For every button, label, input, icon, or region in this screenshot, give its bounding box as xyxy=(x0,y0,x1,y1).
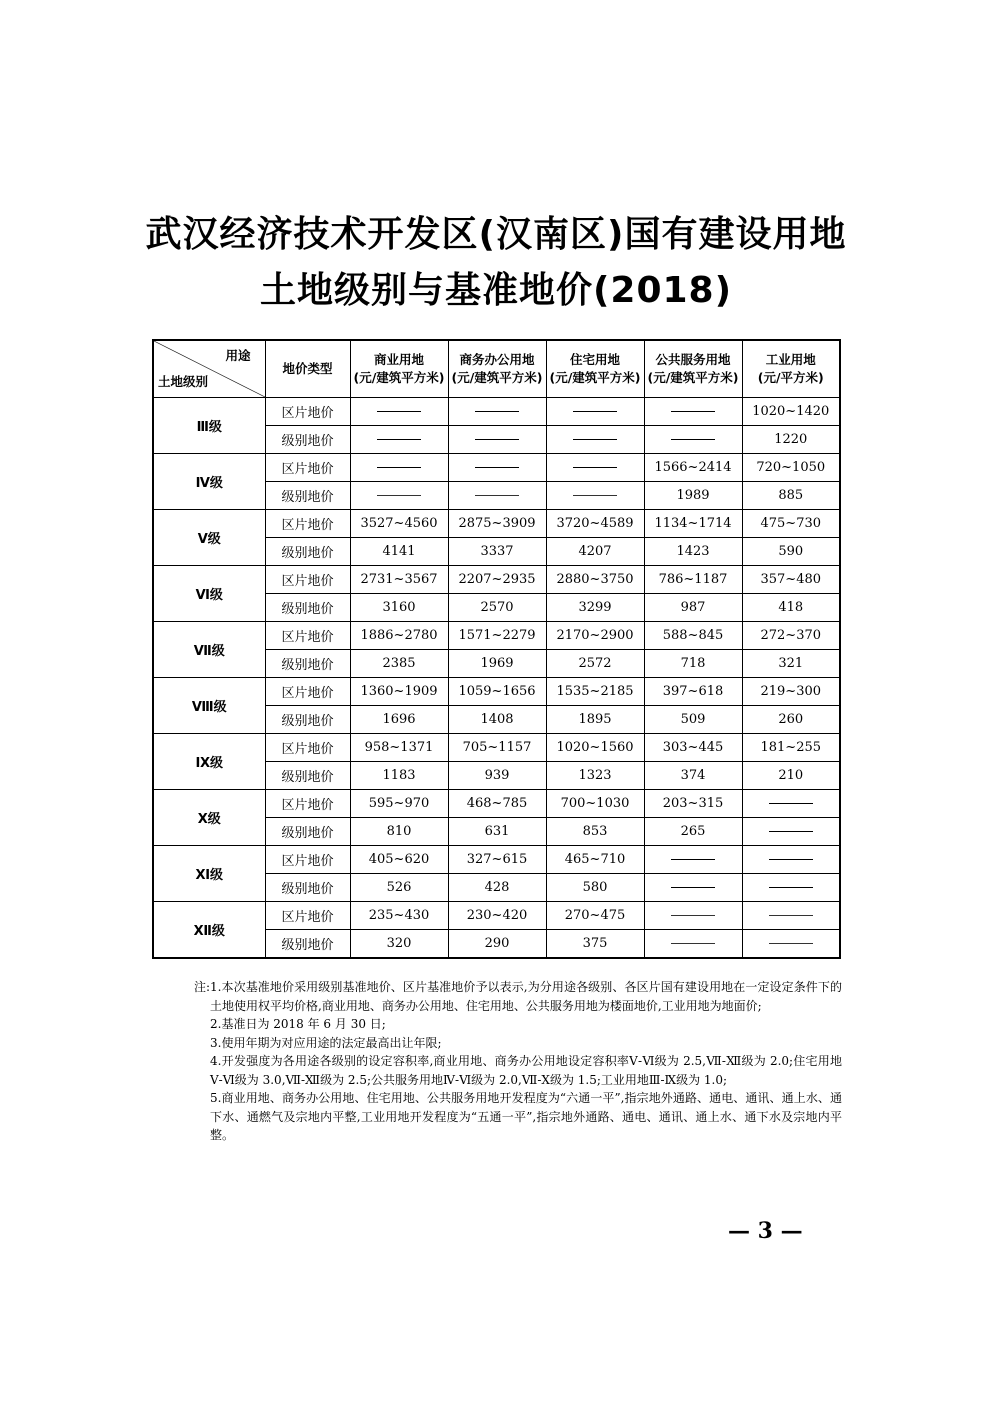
empty-dash-cell xyxy=(742,846,840,874)
price-value-cell: 265 xyxy=(644,818,742,846)
price-value-cell: 705~1157 xyxy=(448,734,546,762)
header-commercial-unit: (元/建筑平方米) xyxy=(353,370,445,385)
land-level-cell: Ⅶ级 xyxy=(153,622,265,678)
price-value-cell: 1535~2185 xyxy=(546,678,644,706)
price-value-cell: 3160 xyxy=(350,594,448,622)
dash-mark xyxy=(671,859,715,860)
price-value-cell: 720~1050 xyxy=(742,454,840,482)
dash-mark xyxy=(475,495,519,496)
empty-dash-cell xyxy=(742,902,840,930)
empty-dash-cell xyxy=(644,426,742,454)
price-value-cell: 1423 xyxy=(644,538,742,566)
dash-mark xyxy=(769,887,813,888)
note-item xyxy=(180,1089,842,1145)
price-value-cell: 418 xyxy=(742,594,840,622)
price-value-cell: 631 xyxy=(448,818,546,846)
header-residential xyxy=(546,340,644,398)
table-row xyxy=(153,622,840,650)
price-value-cell: 375 xyxy=(546,930,644,959)
table-row xyxy=(153,510,840,538)
land-level-cell: Ⅳ级 xyxy=(153,454,265,510)
price-type-cell: 区片地价 xyxy=(265,790,350,818)
price-value-cell: 210 xyxy=(742,762,840,790)
empty-dash-cell xyxy=(448,426,546,454)
empty-dash-cell xyxy=(644,846,742,874)
dash-mark xyxy=(769,943,813,944)
dash-mark xyxy=(475,439,519,440)
empty-dash-cell xyxy=(644,398,742,426)
note-text: 5.商业用地、商务办公用地、住宅用地、公共服务用地开发程度为“六通一平”,指宗地外通路、通电、通讯、通上水、通下水、通燃气及宗地内平整,工业用地开发程度为“五通一平”,指宗地外通路、通电、通讯、通上水、通下水及宗地内平整。 xyxy=(210,1091,842,1142)
header-industrial xyxy=(742,340,840,398)
dash-mark xyxy=(573,467,617,468)
price-value-cell: 700~1030 xyxy=(546,790,644,818)
price-value-cell: 327~615 xyxy=(448,846,546,874)
price-value-cell: 428 xyxy=(448,874,546,902)
price-value-cell: 230~420 xyxy=(448,902,546,930)
header-commercial xyxy=(350,340,448,398)
note-item xyxy=(180,978,842,1015)
dash-mark xyxy=(573,439,617,440)
price-value-cell: 1408 xyxy=(448,706,546,734)
empty-dash-cell xyxy=(350,454,448,482)
table-row xyxy=(153,678,840,706)
price-value-cell: 853 xyxy=(546,818,644,846)
price-value-cell: 987 xyxy=(644,594,742,622)
dash-mark xyxy=(377,495,421,496)
price-type-cell: 级别地价 xyxy=(265,538,350,566)
dash-mark xyxy=(377,467,421,468)
price-value-cell: 1059~1656 xyxy=(448,678,546,706)
price-value-cell: 3720~4589 xyxy=(546,510,644,538)
land-level-cell: Ⅵ级 xyxy=(153,566,265,622)
price-value-cell: 588~845 xyxy=(644,622,742,650)
table-row xyxy=(153,902,840,930)
price-value-cell: 374 xyxy=(644,762,742,790)
land-level-cell: Ⅷ级 xyxy=(153,678,265,734)
price-value-cell: 405~620 xyxy=(350,846,448,874)
price-value-cell: 468~785 xyxy=(448,790,546,818)
note-text: 2.基准日为 2018 年 6 月 30 日; xyxy=(210,1017,386,1031)
table-row xyxy=(153,846,840,874)
price-value-cell: 321 xyxy=(742,650,840,678)
price-value-cell: 303~445 xyxy=(644,734,742,762)
header-public-service-unit: (元/建筑平方米) xyxy=(647,370,739,385)
header-office xyxy=(448,340,546,398)
empty-dash-cell xyxy=(350,398,448,426)
price-value-cell: 2875~3909 xyxy=(448,510,546,538)
price-value-cell: 939 xyxy=(448,762,546,790)
price-type-cell: 级别地价 xyxy=(265,818,350,846)
dash-mark xyxy=(377,439,421,440)
price-value-cell: 1183 xyxy=(350,762,448,790)
price-value-cell: 509 xyxy=(644,706,742,734)
price-value-cell: 2170~2900 xyxy=(546,622,644,650)
dash-mark xyxy=(769,859,813,860)
table-row xyxy=(153,454,840,482)
table-row xyxy=(153,734,840,762)
note-item xyxy=(180,1015,842,1034)
empty-dash-cell xyxy=(644,874,742,902)
header-use-label: 用途 xyxy=(225,348,251,363)
header-price-type: 地价类型 xyxy=(265,340,350,398)
dash-mark xyxy=(573,411,617,412)
table-row xyxy=(153,790,840,818)
price-value-cell: 465~710 xyxy=(546,846,644,874)
dash-mark xyxy=(671,439,715,440)
price-value-cell: 2385 xyxy=(350,650,448,678)
header-commercial-name: 商业用地 xyxy=(373,352,424,367)
price-value-cell: 526 xyxy=(350,874,448,902)
price-value-cell: 718 xyxy=(644,650,742,678)
price-type-cell: 区片地价 xyxy=(265,454,350,482)
price-value-cell: 235~430 xyxy=(350,902,448,930)
price-value-cell: 885 xyxy=(742,482,840,510)
price-type-cell: 级别地价 xyxy=(265,762,350,790)
price-value-cell: 580 xyxy=(546,874,644,902)
dash-mark xyxy=(769,803,813,804)
page-number: — 3 — xyxy=(728,1218,803,1244)
price-value-cell: 2207~2935 xyxy=(448,566,546,594)
price-value-cell: 3337 xyxy=(448,538,546,566)
dash-mark xyxy=(671,411,715,412)
price-type-cell: 区片地价 xyxy=(265,902,350,930)
notes-prefix: 注: xyxy=(193,980,210,994)
table-header-row xyxy=(153,340,840,398)
dash-mark xyxy=(573,495,617,496)
price-value-cell: 475~730 xyxy=(742,510,840,538)
land-level-cell: Ⅺ级 xyxy=(153,846,265,902)
price-value-cell: 1886~2780 xyxy=(350,622,448,650)
price-value-cell: 1989 xyxy=(644,482,742,510)
price-type-cell: 区片地价 xyxy=(265,398,350,426)
price-value-cell: 1895 xyxy=(546,706,644,734)
price-value-cell: 2731~3567 xyxy=(350,566,448,594)
price-value-cell: 219~300 xyxy=(742,678,840,706)
empty-dash-cell xyxy=(448,482,546,510)
empty-dash-cell xyxy=(546,398,644,426)
empty-dash-cell xyxy=(742,874,840,902)
price-value-cell: 590 xyxy=(742,538,840,566)
empty-dash-cell xyxy=(742,790,840,818)
price-value-cell: 2572 xyxy=(546,650,644,678)
diagonal-header-cell xyxy=(153,340,265,398)
header-public-service xyxy=(644,340,742,398)
empty-dash-cell xyxy=(350,426,448,454)
price-value-cell: 4141 xyxy=(350,538,448,566)
note-item xyxy=(180,1052,842,1089)
empty-dash-cell xyxy=(644,930,742,959)
empty-dash-cell xyxy=(448,398,546,426)
price-type-cell: 级别地价 xyxy=(265,930,350,959)
note-item xyxy=(180,1034,842,1053)
price-value-cell: 270~475 xyxy=(546,902,644,930)
price-value-cell: 595~970 xyxy=(350,790,448,818)
price-value-cell: 958~1371 xyxy=(350,734,448,762)
price-value-cell: 1020~1560 xyxy=(546,734,644,762)
price-value-cell: 1360~1909 xyxy=(350,678,448,706)
price-value-cell: 786~1187 xyxy=(644,566,742,594)
header-industrial-name: 工业用地 xyxy=(765,352,816,367)
dash-mark xyxy=(475,411,519,412)
empty-dash-cell xyxy=(546,482,644,510)
header-residential-unit: (元/建筑平方米) xyxy=(549,370,641,385)
price-value-cell: 3527~4560 xyxy=(350,510,448,538)
price-type-cell: 区片地价 xyxy=(265,510,350,538)
table-row xyxy=(153,398,840,426)
dash-mark xyxy=(769,915,813,916)
price-value-cell: 2570 xyxy=(448,594,546,622)
price-value-cell: 320 xyxy=(350,930,448,959)
header-level-label: 土地级别 xyxy=(158,374,209,389)
price-value-cell: 1969 xyxy=(448,650,546,678)
land-price-table xyxy=(152,339,841,959)
price-value-cell: 1696 xyxy=(350,706,448,734)
price-type-cell: 级别地价 xyxy=(265,426,350,454)
price-value-cell: 3299 xyxy=(546,594,644,622)
header-office-unit: (元/建筑平方米) xyxy=(451,370,543,385)
price-value-cell: 357~480 xyxy=(742,566,840,594)
dash-mark xyxy=(671,887,715,888)
price-type-cell: 级别地价 xyxy=(265,594,350,622)
price-value-cell: 810 xyxy=(350,818,448,846)
land-level-cell: Ⅲ级 xyxy=(153,398,265,454)
price-value-cell: 260 xyxy=(742,706,840,734)
price-value-cell: 1020~1420 xyxy=(742,398,840,426)
price-type-cell: 级别地价 xyxy=(265,482,350,510)
land-level-cell: Ⅸ级 xyxy=(153,734,265,790)
dash-mark xyxy=(377,411,421,412)
price-value-cell: 1566~2414 xyxy=(644,454,742,482)
dash-mark xyxy=(671,915,715,916)
price-value-cell: 4207 xyxy=(546,538,644,566)
table-row xyxy=(153,566,840,594)
dash-mark xyxy=(671,943,715,944)
price-value-cell: 1571~2279 xyxy=(448,622,546,650)
document-title-line1: 武汉经济技术开发区(汉南区)国有建设用地 xyxy=(145,214,847,255)
price-type-cell: 区片地价 xyxy=(265,734,350,762)
empty-dash-cell xyxy=(644,902,742,930)
note-text: 4.开发强度为各用途各级别的设定容积率,商业用地、商务办公用地设定容积率Ⅴ-Ⅵ级为 2.5,Ⅶ-Ⅻ级为 2.0;住宅用地Ⅴ-Ⅵ级为 3.0,Ⅶ-Ⅻ级为 2.5;公共服务用地Ⅳ-Ⅵ级为 2.0,Ⅶ-Ⅹ级为 1.5;工业用地Ⅲ-Ⅸ级为 1.0; xyxy=(210,1054,842,1087)
price-type-cell: 级别地价 xyxy=(265,706,350,734)
price-value-cell: 290 xyxy=(448,930,546,959)
price-type-cell: 级别地价 xyxy=(265,650,350,678)
price-value-cell: 1323 xyxy=(546,762,644,790)
price-value-cell: 2880~3750 xyxy=(546,566,644,594)
price-type-cell: 区片地价 xyxy=(265,846,350,874)
price-value-cell: 181~255 xyxy=(742,734,840,762)
dash-mark xyxy=(769,831,813,832)
note-text: 1.本次基准地价采用级别基准地价、区片基准地价予以表示,为分用途各级别、各区片国有建设用地在一定设定条件下的土地使用权平均价格,商业用地、商务办公用地、住宅用地、公共服务用地为楼面地价,工业用地为地面价; xyxy=(210,980,842,1013)
land-level-cell: Ⅴ级 xyxy=(153,510,265,566)
price-type-cell: 区片地价 xyxy=(265,678,350,706)
empty-dash-cell xyxy=(546,454,644,482)
notes-section xyxy=(180,978,842,1145)
document-title-line2: 土地级别与基准地价(2018) xyxy=(259,270,733,311)
price-value-cell: 1134~1714 xyxy=(644,510,742,538)
price-value-cell: 1220 xyxy=(742,426,840,454)
price-value-cell: 272~370 xyxy=(742,622,840,650)
header-industrial-unit: (元/平方米) xyxy=(757,370,824,385)
price-value-cell: 397~618 xyxy=(644,678,742,706)
empty-dash-cell xyxy=(742,818,840,846)
price-type-cell: 区片地价 xyxy=(265,566,350,594)
header-public-service-name: 公共服务用地 xyxy=(655,352,731,367)
price-type-cell: 区片地价 xyxy=(265,622,350,650)
price-value-cell: 203~315 xyxy=(644,790,742,818)
header-residential-name: 住宅用地 xyxy=(569,352,620,367)
empty-dash-cell xyxy=(546,426,644,454)
header-office-name: 商务办公用地 xyxy=(459,352,535,367)
empty-dash-cell xyxy=(350,482,448,510)
land-level-cell: Ⅻ级 xyxy=(153,902,265,959)
land-level-cell: Ⅹ级 xyxy=(153,790,265,846)
note-text: 3.使用年期为对应用途的法定最高出让年限; xyxy=(210,1035,442,1050)
dash-mark xyxy=(475,467,519,468)
price-type-cell: 级别地价 xyxy=(265,874,350,902)
empty-dash-cell xyxy=(742,930,840,959)
empty-dash-cell xyxy=(448,454,546,482)
